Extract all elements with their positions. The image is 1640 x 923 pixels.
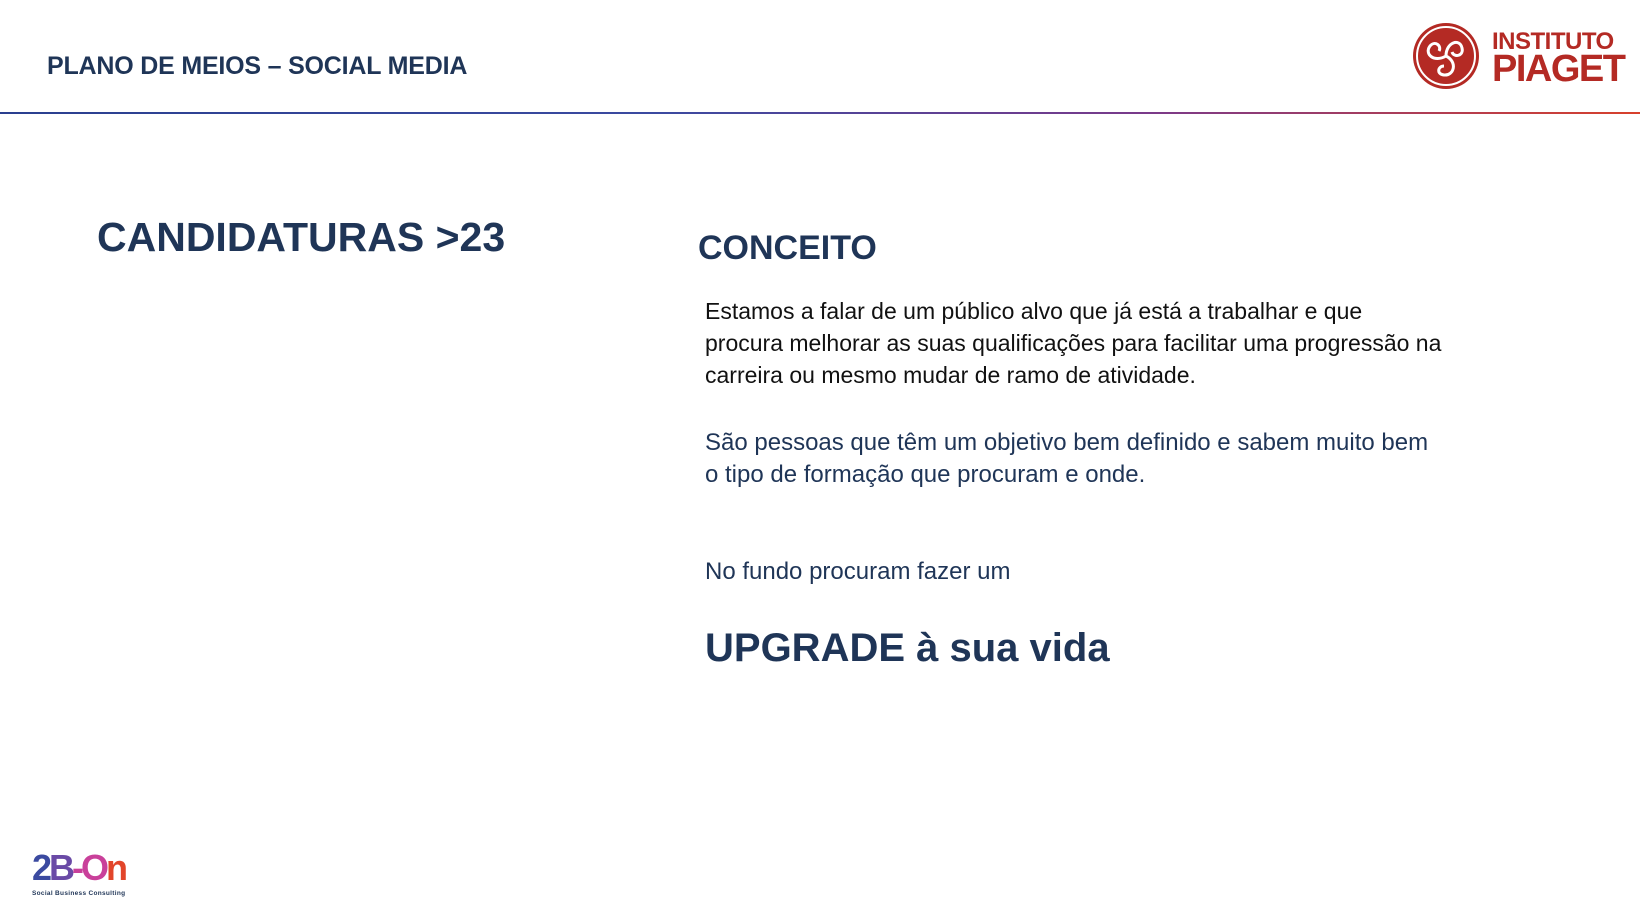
concept-heading: CONCEITO [698, 229, 877, 267]
instituto-piaget-logo [1410, 20, 1625, 92]
logo-char-2: 2 [32, 847, 50, 888]
upgrade-highlight: UPGRADE à sua vida [705, 626, 1110, 670]
page-title: PLANO DE MEIOS – SOCIAL MEDIA [47, 52, 468, 80]
2bon-logo [32, 848, 142, 904]
header-divider [0, 112, 1640, 114]
2bon-wordmark [32, 848, 125, 888]
concept-paragraph-3: No fundo procuram fazer um [705, 558, 1011, 585]
section-heading: CANDIDATURAS >23 [97, 214, 506, 260]
logo-char-o: -O [72, 847, 107, 888]
logo-char-b: B [49, 847, 73, 888]
concept-paragraph-1: Estamos a falar de um público alvo que já está a trabalhar e que procura melhorar as suas qualificações para facilitar uma progressão na carreira ou mesmo mudar de ramo de atividade. [705, 298, 1442, 388]
logo-char-n: n [106, 847, 126, 888]
triskelion-emblem-icon [1410, 20, 1482, 92]
concept-paragraph-2: São pessoas que têm um objetivo bem definido e sabem muito bem o tipo de formação que procuram e onde. [705, 429, 1429, 488]
logo-text-piaget: PIAGET [1492, 48, 1625, 90]
logo-text-instituto: INSTITUTO [1492, 28, 1614, 55]
2bon-tagline: Social Business Consulting [32, 890, 126, 897]
